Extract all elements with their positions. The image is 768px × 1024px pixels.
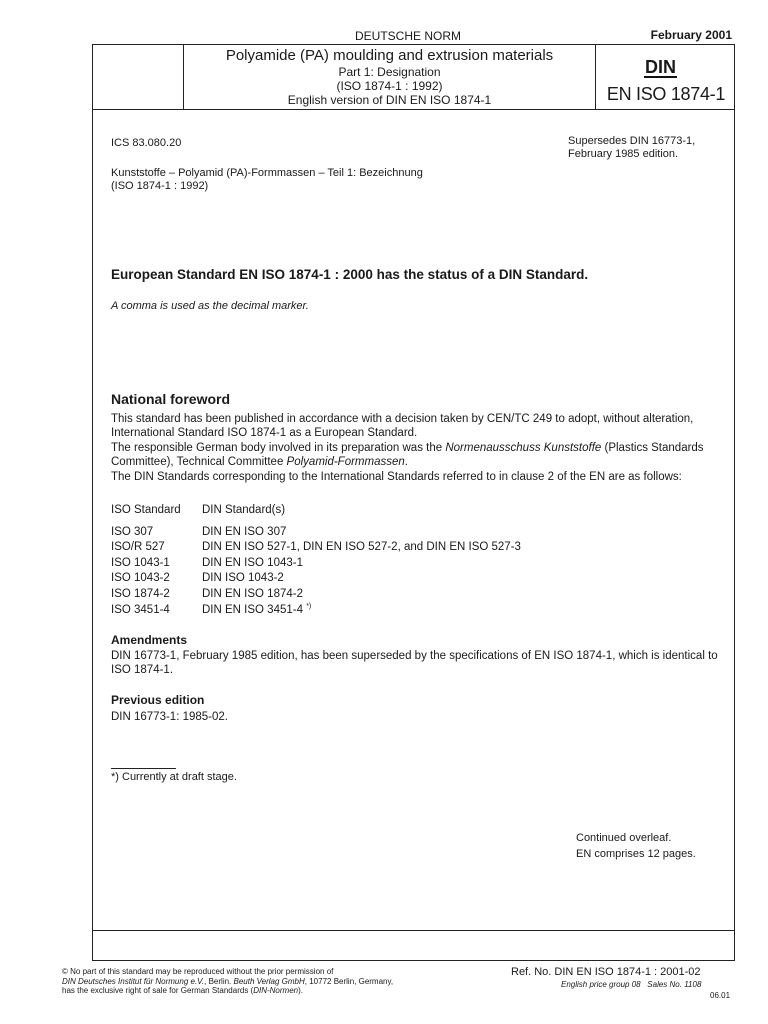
german-title-line: Kunststoffe – Polyamid (PA)-Formmassen – Teil 1: Bezeichnung	[111, 167, 423, 179]
standards-table	[111, 503, 521, 618]
sales-number: Sales No. 1108	[647, 980, 702, 989]
iso-cell: ISO 1874-2	[111, 587, 170, 600]
norm-label: DEUTSCHE NORM	[355, 29, 462, 43]
din-cell: DIN EN ISO 1043-1	[202, 556, 303, 569]
decimal-marker-note: A comma is used as the decimal marker.	[111, 300, 309, 312]
iso-cell: ISO 307	[111, 525, 154, 538]
din-normen-label: DIN-Normen	[253, 986, 299, 995]
copyright-text: , 10772 Berlin, Germany,	[304, 976, 394, 986]
din-cell: DIN EN ISO 307	[202, 525, 287, 538]
copyright-line: © No part of this standard may be reproduced without the prior permission of	[62, 967, 334, 976]
table-row	[111, 571, 521, 587]
frame-left-border	[92, 110, 93, 960]
table-header-row	[111, 503, 521, 525]
copyright-line	[62, 977, 472, 987]
column-header-iso: ISO Standard	[111, 504, 181, 516]
table-row	[111, 603, 521, 619]
publication-date: February 2001	[650, 28, 732, 42]
iso-cell: ISO 1043-1	[111, 556, 170, 569]
technical-committee-name: Polyamid-Formmassen	[286, 456, 405, 468]
table-row	[111, 587, 521, 603]
column-header-din: DIN Standard(s)	[202, 504, 286, 516]
iso-reference: (ISO 1874-1 : 1992)	[336, 79, 443, 93]
footnote-marker: *)	[306, 602, 312, 610]
distributor-name: Beuth Verlag GmbH	[233, 976, 305, 986]
footnote-rule	[111, 768, 176, 769]
table-row	[111, 540, 521, 556]
ics-code: ICS 83.080.20	[111, 137, 182, 149]
footnote-text: *) Currently at draft stage.	[111, 771, 237, 783]
reference-number: Ref. No. DIN EN ISO 1874-1 : 2001-02	[511, 966, 701, 978]
committee-name: Normenausschuss Kunststoffe	[445, 442, 602, 454]
price-group: English price group 08	[561, 980, 641, 989]
table-row	[111, 525, 521, 541]
foreword-paragraph	[111, 441, 723, 469]
title-block	[184, 47, 595, 107]
price-info	[561, 980, 701, 989]
document-title: Polyamide (PA) moulding and extrusion materials	[225, 47, 554, 64]
publisher-name: DIN Deutsches Institut für Normung e.V.	[62, 976, 205, 986]
din-cell: DIN EN ISO 1874-2	[202, 587, 303, 600]
din-cell: DIN EN ISO 527-1, DIN EN ISO 527-2, and DIN EN ISO 527-3	[202, 541, 521, 554]
status-statement: European Standard EN ISO 1874-1 : 2000 has the status of a DIN Standard.	[111, 267, 589, 282]
foreword-text: .	[404, 456, 408, 468]
din-cell: DIN ISO 1043-2	[202, 572, 284, 585]
foreword-text: The responsible German body involved in its preparation was the	[111, 442, 446, 454]
din-logo: DIN	[645, 57, 676, 77]
foreword-paragraph: The DIN Standards corresponding to the International Standards referred to in clause 2 of the EN are as follows:	[111, 471, 682, 483]
copyright-text: ).	[298, 986, 303, 995]
frame-bottom-rule	[92, 930, 735, 931]
copyright-text: , Berlin.	[204, 976, 234, 986]
header-divider-right	[595, 44, 596, 110]
iso-cell: ISO 3451-4	[111, 603, 170, 616]
amendments-heading: Amendments	[111, 633, 188, 647]
continued-line: Continued overleaf.	[576, 832, 672, 844]
table-row	[111, 556, 521, 572]
copyright-text: has the exclusive right of sale for German Standards (	[62, 986, 254, 995]
supersedes-line: February 1985 edition.	[568, 148, 679, 160]
copyright-line	[62, 986, 472, 996]
iso-cell: ISO/R 527	[111, 541, 165, 554]
document-part: Part 1: Designation	[338, 65, 441, 79]
foreword-body	[111, 412, 723, 485]
frame-right-border	[734, 110, 735, 960]
version-note: English version of DIN EN ISO 1874-1	[287, 93, 492, 107]
continued-note	[576, 832, 696, 861]
supersedes-note	[568, 135, 695, 161]
foreword-heading: National foreword	[111, 391, 231, 407]
frame-footer-rule	[92, 960, 735, 961]
foreword-text: (Plastics Standards Committee), Technical Committee	[111, 442, 704, 468]
previous-edition-heading: Previous edition	[111, 693, 205, 707]
page-count-line: EN comprises 12 pages.	[576, 848, 696, 860]
standard-code: EN ISO 1874-1	[606, 84, 726, 104]
foreword-paragraph: This standard has been published in accordance with a decision taken by CEN/TC 249 to adopt, without alteration, International Standard ISO 1874-1 as a European Standard.	[111, 413, 694, 439]
din-value: DIN EN ISO 3451-4	[202, 603, 303, 616]
copyright-notice	[62, 967, 472, 996]
german-title-line: (ISO 1874-1 : 1992)	[111, 180, 209, 192]
previous-edition-text: DIN 16773-1: 1985-02.	[111, 711, 228, 723]
din-cell	[202, 603, 521, 619]
document-code: 06.01	[710, 991, 731, 1000]
amendments-text: DIN 16773-1, February 1985 edition, has been superseded by the specifications of EN ISO 1874-1, which is identical to ISO 1874-1.	[111, 650, 718, 676]
german-title	[111, 167, 423, 193]
iso-cell: ISO 1043-2	[111, 572, 170, 585]
supersedes-line: Supersedes DIN 16773-1,	[568, 135, 696, 147]
